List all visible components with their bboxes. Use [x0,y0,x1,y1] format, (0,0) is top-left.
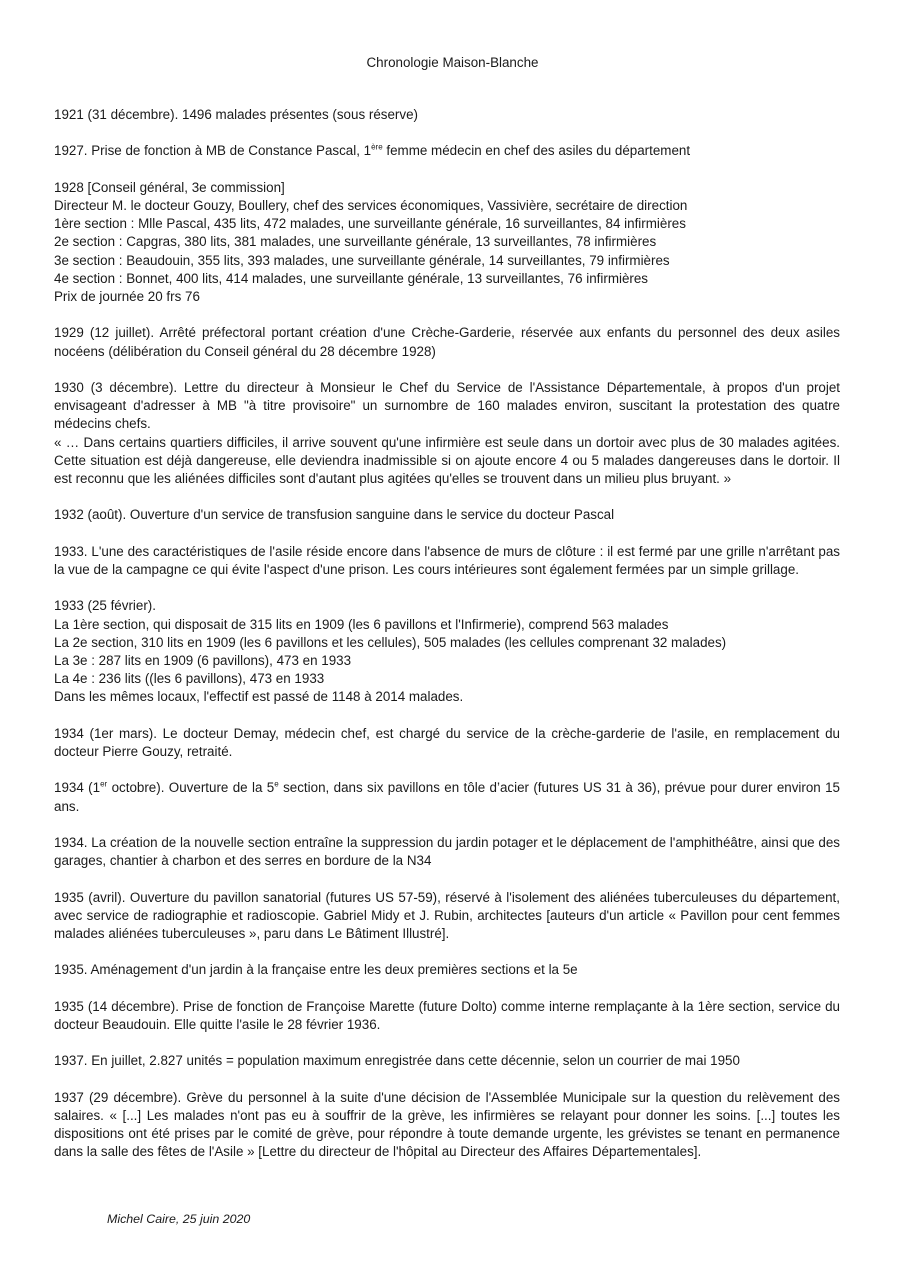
entry-1933-fevrier [54,597,840,706]
entry-1935-decembre: 1935 (14 décembre). Prise de fonction de Françoise Marette (future Dolto) comme interne remplaçante à la 1ère section, service du docteur Beaudouin. Elle quitte l'asile le 28 février 1936. [54,998,840,1032]
entry-1935-avril: 1935 (avril). Ouverture du pavillon sanatorial (futures US 57-59), réservé à l'isolement des aliénées tuberculeuses du département, avec service de radiographie et radioscopie. Gabriel Midy et J. Rubin, architectes [auteurs d'un article « Pavillon pour cent femmes malades aliénées tuberculeuses », paru dans Le Bâtiment Illustré]. [54,889,840,941]
entry-1928-line: 2e section : Capgras, 380 lits, 381 malades, une surveillante générale, 13 surveillantes, 78 infirmières [54,234,657,250]
entry-1929: 1929 (12 juillet). Arrêté préfectoral portant création d'une Crèche-Garderie, réservée aux enfants du personnel des deux asiles nocéens (délibération du Conseil général du 28 décembre 1928) [54,325,840,359]
entry-1934-text: 1934 (1 [54,780,101,796]
entry-1933-line: La 2e section, 310 lits en 1909 (les 6 pavillons et les cellules), 505 malades (les cellules comprenant 32 malades) [54,634,727,650]
entry-1933-line: 1933 (25 février). [54,598,156,614]
ordinal-superscript: er [100,779,108,789]
entry-1933-line: Dans les mêmes locaux, l'effectif est passé de 1148 à 2014 malades. [54,689,464,705]
entry-1928-line: 4e section : Bonnet, 400 lits, 414 malades, une surveillante générale, 13 surveillantes, 76 infirmières [54,270,648,286]
entry-1928-line: Directeur M. le docteur Gouzy, Boullery, chef des services économiques, Vassivière, secrétaire de direction [54,197,688,213]
entry-1937-greve: 1937 (29 décembre). Grève du personnel à la suite d'une décision de l'Assemblée Municipale sur la question du relèvement des salaires. « [...] Les malades n'ont pas eu à souffrir de la grève, les infirmières se relayant pour donner les soins. [...] toutes les dispositions ont été prises par le comité de grève, pour répondre à toute demande urgente, les grévistes se tenant en permanence dans la salle des fêtes de l'Asile » [Lettre du directeur de l'hôpital au Directeur des Affaires Départementales]. [54,1089,840,1160]
entry-1932: 1932 (août). Ouverture d'un service de transfusion sanguine dans le service du docteur Pascal [54,507,615,523]
entry-1934-octobre [54,779,840,815]
entry-1928-line: Prix de journée 20 frs 76 [54,289,200,304]
entry-1934-mars: 1934 (1er mars). Le docteur Demay, médecin chef, est chargé du service de la crèche-garderie de l'asile, en remplacement du docteur Pierre Gouzy, retraité. [54,725,840,759]
ordinal-superscript: ère [371,142,383,152]
entry-1928-line: 3e section : Beaudouin, 355 lits, 393 malades, une surveillante générale, 14 surveillantes, 79 infirmières [54,252,670,268]
entry-1933-line: La 3e : 287 lits en 1909 (6 pavillons), 473 en 1933 [54,652,352,668]
ordinal-superscript: e [274,779,279,789]
entry-1928-line: 1928 [Conseil général, 3e commission] [54,179,285,195]
entry-1937-juillet: 1937. En juillet, 2.827 unités = population maximum enregistrée dans cette décennie, selon un courrier de mai 1950 [54,1053,740,1069]
entry-1934-text-end: section, dans six pavillons en tôle d’acier (futures US 31 à 36), prévue pour durer environ 15 ans. [54,780,841,814]
entry-1928-line: 1ère section : Mlle Pascal, 435 lits, 472 malades, une surveillante générale, 16 surveillantes, 84 infirmières [54,216,686,232]
chronology-content [54,106,840,1180]
entry-1935-jardin: 1935. Aménagement d'un jardin à la française entre les deux premières sections et la 5e [54,962,578,978]
entry-1930-quote: « … Dans certains quartiers difficiles, il arrive souvent qu'une infirmière est seule dans un dortoir avec plus de 30 malades agitées. Cette situation est déjà dangereuse, elle deviendra inadmissible si on ajoute encore 4 ou 5 malades dangereuses dans le dortoir. Il est reconnu que les aliénées difficiles sont d'autant plus agitées qu'elles se trouvent dans un milieu plus bruyant. » [54,434,840,486]
entry-1927-text-end: femme médecin en chef des asiles du département [382,143,691,159]
entry-1933-cloture: 1933. L'une des caractéristiques de l'asile réside encore dans l'absence de murs de clôture : il est fermé par une grille n'arrêtant pas la vue de la campagne ce qui évite l'aspect d'une prison. Les cours intérieures sont également fermées par un simple grillage. [54,543,840,577]
entry-1934-section: 1934. La création de la nouvelle section entraîne la suppression du jardin potager et le déplacement de l'amphithéâtre, ainsi que des garages, chantier à charbon et des serres en bordure de la N34 [54,834,840,869]
entry-1933-line: La 1ère section, qui disposait de 315 lits en 1909 (les 6 pavillons et l'Infirmerie), comprend 563 malades [54,616,669,632]
entry-1930 [54,379,840,488]
entry-1930-text: 1930 (3 décembre). Lettre du directeur à Monsieur le Chef du Service de l'Assistance Départementale, à propos d'un projet envisageant d'adresser à MB "à titre provisoire" un surnombre de 160 malades environ, suscitant la protestation des quatre médecins chefs. [54,379,840,432]
footer-signature: Michel Caire, 25 juin 2020 [107,1212,251,1226]
entry-1934-text-middle: octobre). Ouverture de la 5 [107,780,275,796]
entry-1927 [54,142,840,160]
entry-1921: 1921 (31 décembre). 1496 malades présentes (sous réserve) [54,107,418,122]
entry-1927-text: 1927. Prise de fonction à MB de Constance Pascal, 1 [54,143,372,159]
entry-1933-line: La 4e : 236 lits ((les 6 pavillons), 473 en 1933 [54,671,325,687]
page-title: Chronologie Maison-Blanche [366,55,539,70]
entry-1928 [54,179,840,306]
